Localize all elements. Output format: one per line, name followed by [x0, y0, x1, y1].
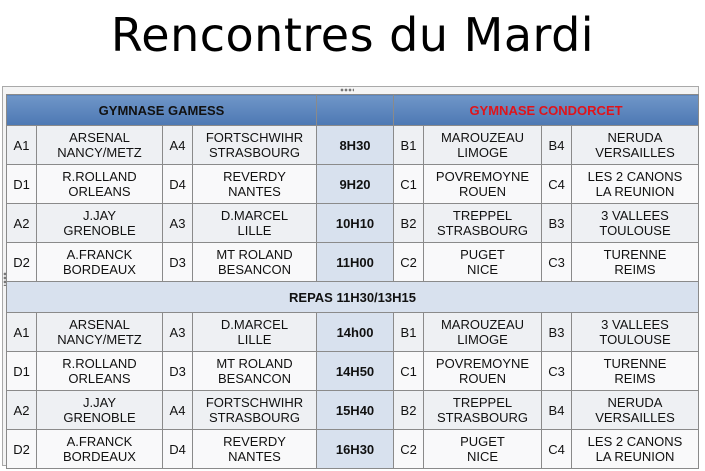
team-cell: [193, 313, 317, 352]
pool-code: D2: [7, 430, 37, 469]
team-name: MAROUZEAU: [440, 130, 525, 145]
team-name: FORTSCHWIHR: [205, 130, 304, 145]
team-name: TREPPEL: [452, 208, 513, 223]
team-name: LES 2 CANONS: [587, 169, 683, 184]
pool-code: D3: [163, 243, 193, 282]
pool-code: C4: [542, 165, 572, 204]
team-city: STRASBOURG: [436, 410, 528, 425]
pool-code: A1: [7, 126, 37, 165]
pool-code: B4: [542, 391, 572, 430]
time-header: [317, 95, 394, 126]
pool-code: D3: [163, 352, 193, 391]
team-city: STRASBOURG: [208, 145, 300, 160]
pool-code: B2: [394, 204, 424, 243]
team-name: A.FRANCK: [66, 247, 133, 262]
team-city: ORLEANS: [68, 184, 131, 199]
team-cell: [572, 204, 699, 243]
team-cell: [193, 204, 317, 243]
team-cell: [193, 391, 317, 430]
team-city: LA REUNION: [595, 184, 675, 199]
team-city: GRENOBLE: [63, 223, 136, 238]
team-cell: [424, 165, 542, 204]
team-city: NICE: [466, 449, 499, 464]
pool-code: C4: [542, 430, 572, 469]
gym-header-gamess: GYMNASE GAMESS: [7, 95, 317, 126]
match-time: 14h00: [317, 313, 394, 352]
team-city: VERSAILLES: [595, 410, 675, 425]
team-name: MT ROLAND: [216, 356, 293, 371]
team-name: MT ROLAND: [216, 247, 293, 262]
team-cell: [37, 430, 163, 469]
pool-code: B2: [394, 391, 424, 430]
pool-code: C3: [542, 352, 572, 391]
pool-code: A4: [163, 391, 193, 430]
pool-code: C3: [542, 243, 572, 282]
team-city: BESANCON: [218, 371, 291, 386]
match-row: [7, 352, 699, 391]
team-cell: [424, 313, 542, 352]
team-city: TOULOUSE: [599, 332, 671, 347]
team-city: REIMS: [614, 262, 656, 277]
team-cell: [37, 126, 163, 165]
team-name: D.MARCEL: [220, 208, 289, 223]
team-cell: [193, 165, 317, 204]
pool-code: D4: [163, 165, 193, 204]
match-time: 16H30: [317, 430, 394, 469]
pool-code: A4: [163, 126, 193, 165]
team-name: REVERDY: [223, 434, 286, 449]
pool-code: C1: [394, 165, 424, 204]
match-row: [7, 204, 699, 243]
team-cell: [424, 204, 542, 243]
team-city: BORDEAUX: [63, 449, 136, 464]
pool-code: D1: [7, 165, 37, 204]
team-name: R.ROLLAND: [62, 169, 137, 184]
team-name: MAROUZEAU: [440, 317, 525, 332]
team-name: D.MARCEL: [220, 317, 289, 332]
match-time: 10H10: [317, 204, 394, 243]
gym-header-condorcet: GYMNASE CONDORCET: [394, 95, 699, 126]
team-name: POVREMOYNE: [435, 356, 530, 371]
team-cell: [424, 430, 542, 469]
match-time: 14H50: [317, 352, 394, 391]
team-name: J.JAY: [83, 208, 116, 223]
team-cell: [37, 243, 163, 282]
pool-code: C2: [394, 430, 424, 469]
team-city: LILLE: [237, 223, 272, 238]
team-city: GRENOBLE: [63, 410, 136, 425]
team-cell: [37, 352, 163, 391]
pool-code: C1: [394, 352, 424, 391]
match-row: [7, 313, 699, 352]
team-name: 3 VALLEES: [601, 208, 669, 223]
team-city: BESANCON: [218, 262, 291, 277]
match-row: [7, 391, 699, 430]
team-city: BORDEAUX: [63, 262, 136, 277]
pool-code: B3: [542, 204, 572, 243]
team-city: NICE: [466, 262, 499, 277]
team-cell: [424, 243, 542, 282]
team-city: LILLE: [237, 332, 272, 347]
team-city: NANTES: [228, 449, 281, 464]
team-name: 3 VALLEES: [601, 317, 669, 332]
team-cell: [193, 352, 317, 391]
match-time: 9H20: [317, 165, 394, 204]
pool-code: A3: [163, 313, 193, 352]
pool-code: A1: [7, 313, 37, 352]
team-cell: [193, 430, 317, 469]
team-cell: [424, 126, 542, 165]
match-row: [7, 243, 699, 282]
pool-code: C2: [394, 243, 424, 282]
team-cell: [37, 313, 163, 352]
team-name: A.FRANCK: [66, 434, 133, 449]
schedule-table: [6, 94, 699, 469]
match-row: [7, 430, 699, 469]
team-city: STRASBOURG: [208, 410, 300, 425]
team-cell: [572, 430, 699, 469]
team-name: NERUDA: [607, 395, 663, 410]
team-cell: [193, 243, 317, 282]
team-name: TREPPEL: [452, 395, 513, 410]
team-name: ARSENAL: [69, 130, 130, 145]
pool-code: B1: [394, 313, 424, 352]
team-name: POVREMOYNE: [435, 169, 530, 184]
team-city: NANTES: [228, 184, 281, 199]
pool-code: A2: [7, 204, 37, 243]
team-city: LIMOGE: [457, 145, 508, 160]
team-city: ROUEN: [459, 371, 506, 386]
team-name: NERUDA: [607, 130, 663, 145]
team-cell: [37, 204, 163, 243]
team-name: LES 2 CANONS: [587, 434, 683, 449]
team-city: NANCY/METZ: [57, 145, 142, 160]
team-cell: [424, 352, 542, 391]
team-name: TURENNE: [603, 356, 667, 371]
team-name: FORTSCHWIHR: [205, 395, 304, 410]
match-time: 11H00: [317, 243, 394, 282]
pool-code: D4: [163, 430, 193, 469]
team-city: REIMS: [614, 371, 656, 386]
pool-code: B1: [394, 126, 424, 165]
pool-code: A3: [163, 204, 193, 243]
resize-handle-top[interactable]: [340, 88, 354, 92]
pool-code: B3: [542, 313, 572, 352]
team-cell: [572, 352, 699, 391]
team-city: ORLEANS: [68, 371, 131, 386]
team-cell: [193, 126, 317, 165]
lunch-break-label: REPAS 11H30/13H15: [7, 282, 699, 313]
pool-code: A2: [7, 391, 37, 430]
team-name: R.ROLLAND: [62, 356, 137, 371]
team-name: J.JAY: [83, 395, 116, 410]
match-time: 15H40: [317, 391, 394, 430]
lunch-row: [7, 282, 699, 313]
team-city: ROUEN: [459, 184, 506, 199]
team-city: TOULOUSE: [599, 223, 671, 238]
team-name: ARSENAL: [69, 317, 130, 332]
team-cell: [572, 243, 699, 282]
match-row: [7, 165, 699, 204]
pool-code: B4: [542, 126, 572, 165]
team-name: PUGET: [460, 247, 505, 262]
match-row: [7, 126, 699, 165]
team-city: LA REUNION: [595, 449, 675, 464]
pool-code: D1: [7, 352, 37, 391]
team-name: PUGET: [460, 434, 505, 449]
pool-code: D2: [7, 243, 37, 282]
match-time: 8H30: [317, 126, 394, 165]
team-city: VERSAILLES: [595, 145, 675, 160]
team-city: STRASBOURG: [436, 223, 528, 238]
team-cell: [37, 391, 163, 430]
team-name: TURENNE: [603, 247, 667, 262]
team-cell: [424, 391, 542, 430]
team-city: LIMOGE: [457, 332, 508, 347]
team-cell: [572, 126, 699, 165]
team-cell: [572, 391, 699, 430]
team-city: NANCY/METZ: [57, 332, 142, 347]
team-name: REVERDY: [223, 169, 286, 184]
team-cell: [572, 313, 699, 352]
team-cell: [37, 165, 163, 204]
page-title: Rencontres du Mardi: [110, 8, 595, 62]
team-cell: [572, 165, 699, 204]
